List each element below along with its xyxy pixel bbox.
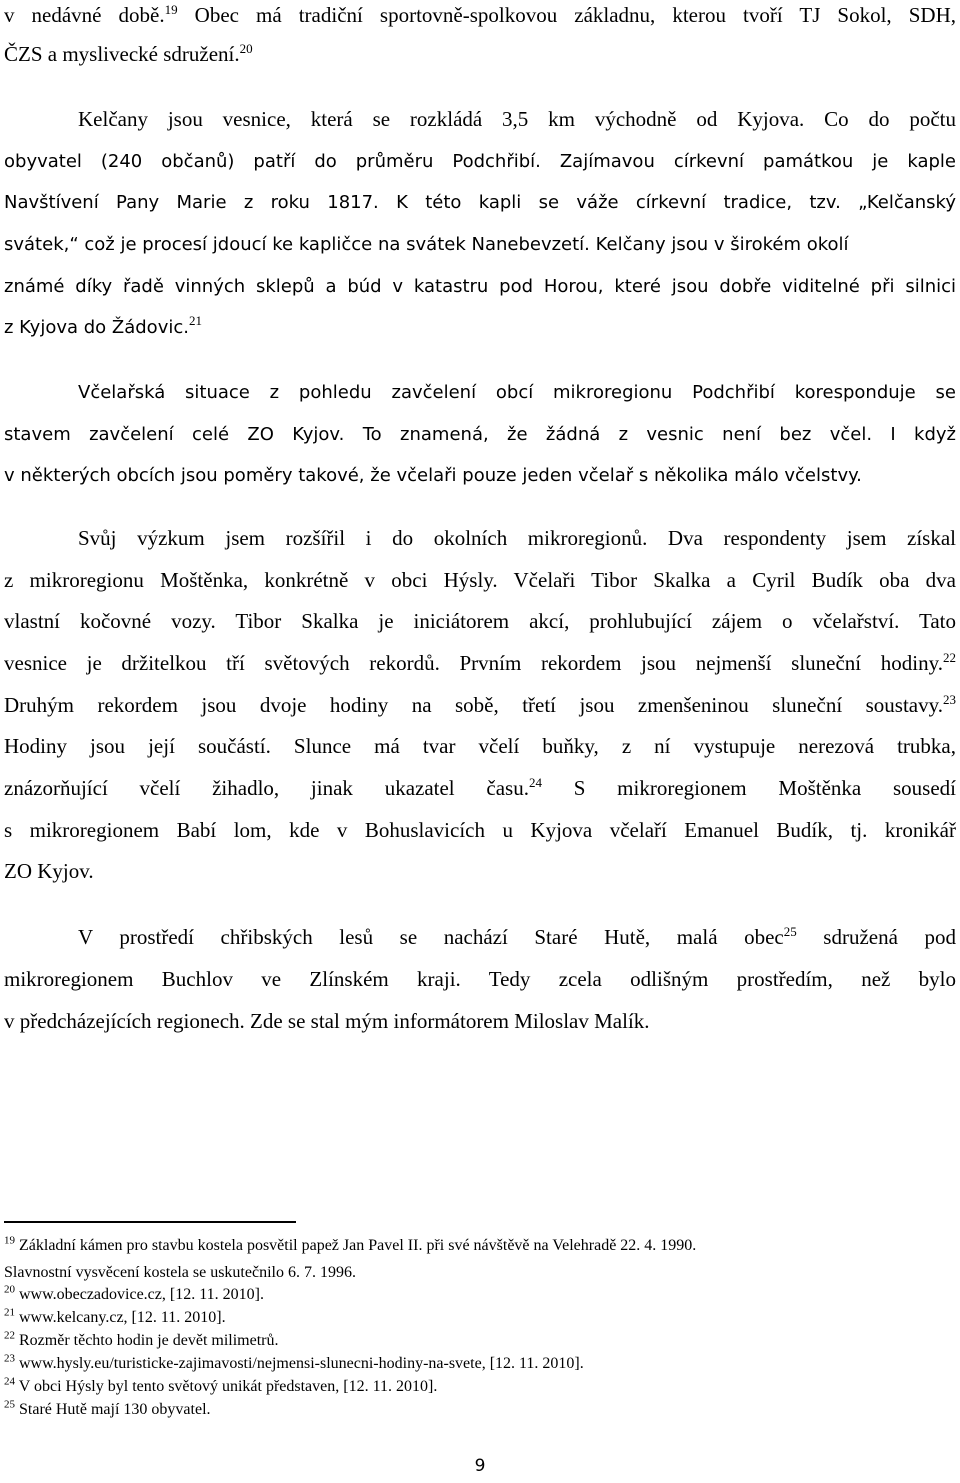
text-segment: v některých obcích jsou poměry takové, že včelaři pouze jeden včelař s několika málo včelstvy. [4,465,862,486]
footnote-reference: 19 [164,2,178,17]
footnote [4,1354,944,1374]
text-segment: vlastní kočovné vozy. Tibor Skalka je iniciátorem akcí, prohlubující zájem o včelařství. Tato [4,609,956,633]
text-line [4,228,956,260]
footnote-reference: 21 [188,313,202,328]
text-segment: ZO Kyjov. [4,859,94,883]
text-line [4,186,956,218]
text-segment: ČZS a myslivecké sdružení. [4,42,240,66]
text-segment: Obec má tradiční sportovně-spolkovou základnu, kterou tvoří TJ Sokol, SDH, [177,3,956,27]
text-line [4,270,956,302]
footnote-text: Slavnostní vysvěcení kostela se uskutečnilo 6. 7. 1996. [4,1264,356,1281]
text-line [4,815,956,845]
text-segment: Zajímavou církevní památkou je kaple [540,151,956,172]
footnote-number: 20 [4,1283,15,1296]
text-line [4,0,956,30]
page-number: 9 [474,1456,486,1476]
text-segment: s mikroregionem Babí lom, kde v Bohuslavicích u Kyjova včelaří Emanuel Budík, tj. kronikář [4,818,956,842]
text-line [4,648,956,678]
text-line [4,731,956,761]
footnote-number: 25 [4,1398,15,1411]
footnote-number: 19 [4,1234,15,1247]
text-line [4,856,956,886]
text-segment: vesnice je držitelkou tří světových rekordů. Prvním rekordem jsou nejmenší sluneční hodiny. [4,651,943,675]
footnote-reference: 22 [943,650,956,665]
text-line [4,418,956,450]
footnote-reference: 25 [783,924,797,939]
footnote-number: 22 [4,1329,15,1342]
text-line [4,1006,956,1036]
text-line [4,773,956,803]
text-segment: sdružená pod [796,925,957,949]
text-segment: obyvatel (240 občanů) patří do průměru Podchřibí. [4,151,541,172]
footnote-reference: 24 [528,775,542,790]
text-segment: Kelčany jsou v širokém okolí [589,234,849,255]
text-segment: mikroregionem Buchlov ve Zlínském kraji. Tedy zcela odlišným prostředím, než bylo [4,967,956,991]
text-line [78,376,956,408]
text-segment: v předcházejících regionech. Zde se stal mým informátorem Miloslav Malík. [4,1009,650,1033]
footnote [4,1263,944,1283]
footnote-text: Rozměr těchto hodin je devět milimetrů. [15,1332,279,1349]
footnote-text: www.hysly.eu/turisticke-zajimavosti/nejmensi-slunecni-hodiny-na-svete, [12. 11. 2010]. [15,1355,584,1372]
text-segment: S mikroregionem Moštěnka sousedí [541,776,956,800]
text-segment: Navštívení Pany Marie z roku 1817. K této kapli se váže církevní tradice, tzv. „Kelčanský [4,192,956,213]
text-segment: svátek,“ což je procesí jdoucí ke kapličce na svátek Nanebevzetí. [4,234,590,255]
footnote-number: 21 [4,1306,15,1319]
text-segment: V prostředí chřibských lesů se nachází Staré Hutě, malá obec [78,925,784,949]
text-line [4,565,956,595]
footnote-text: www.kelcany.cz, [12. 11. 2010]. [15,1309,226,1326]
text-segment: Včelařská situace z pohledu zavčelení obcí mikroregionu Podchřibí koresponduje se [78,382,956,403]
text-segment: Hodiny jsou její součástí. Slunce má tvar včelí buňky, z ní vystupuje nerezová trubka, [4,734,956,758]
footnote [4,1308,944,1328]
text-segment: známé díky řadě vinných sklepů a búd v katastru pod Horou, které jsou dobře viditelné při silnici [4,276,956,297]
text-line [78,104,956,134]
text-segment: z mikroregionu Moštěnka, konkrétně v obci Hýsly. Včelaři Tibor Skalka a Cyril Budík oba dva [4,568,956,592]
footnote-number: 23 [4,1352,15,1365]
text-line [78,922,956,952]
text-segment: Kelčany jsou vesnice, která se rozkládá 3,5 km východně od Kyjova. Co do počtu [78,107,956,131]
text-segment: znázorňující včelí žihadlo, jinak ukazatel času. [4,776,529,800]
footnote [4,1377,944,1397]
footnote-reference: 23 [943,692,956,707]
text-segment: z Kyjova do Žádovic. [4,317,189,338]
text-line [4,606,956,636]
text-line [4,964,956,994]
footnote-separator [4,1221,296,1223]
text-line [4,459,956,491]
text-segment: stavem zavčelení celé ZO Kyjov. To znamená, že žádná z vesnic není bez včel. I když [4,424,956,445]
text-segment: v nedávné době. [4,3,165,27]
text-line [4,311,956,343]
footnote-text: Staré Hutě mají 130 obyvatel. [15,1401,211,1418]
footnote-text: www.obeczadovice.cz, [12. 11. 2010]. [15,1286,264,1303]
footnote [4,1331,944,1351]
footnote [4,1236,944,1256]
footnote-number: 24 [4,1375,15,1388]
footnote [4,1400,944,1420]
footnote [4,1285,944,1305]
text-line [78,523,956,553]
text-segment: Svůj výzkum jsem rozšířil i do okolních mikroregionů. Dva respondenty jsem získal [78,526,956,550]
text-line [4,690,956,720]
text-line [4,39,956,69]
footnote-text: Základní kámen pro stavbu kostela posvětil papež Jan Pavel II. při své návštěvě na Velehradě 22. 4. 1990. [15,1237,697,1254]
text-segment: Druhým rekordem jsou dvoje hodiny na sobě, třetí jsou zmenšeninou sluneční soustavy. [4,693,943,717]
footnote-text: V obci Hýsly byl tento světový unikát představen, [12. 11. 2010]. [15,1378,438,1395]
text-line [4,145,956,177]
footnote-reference: 20 [239,41,253,56]
